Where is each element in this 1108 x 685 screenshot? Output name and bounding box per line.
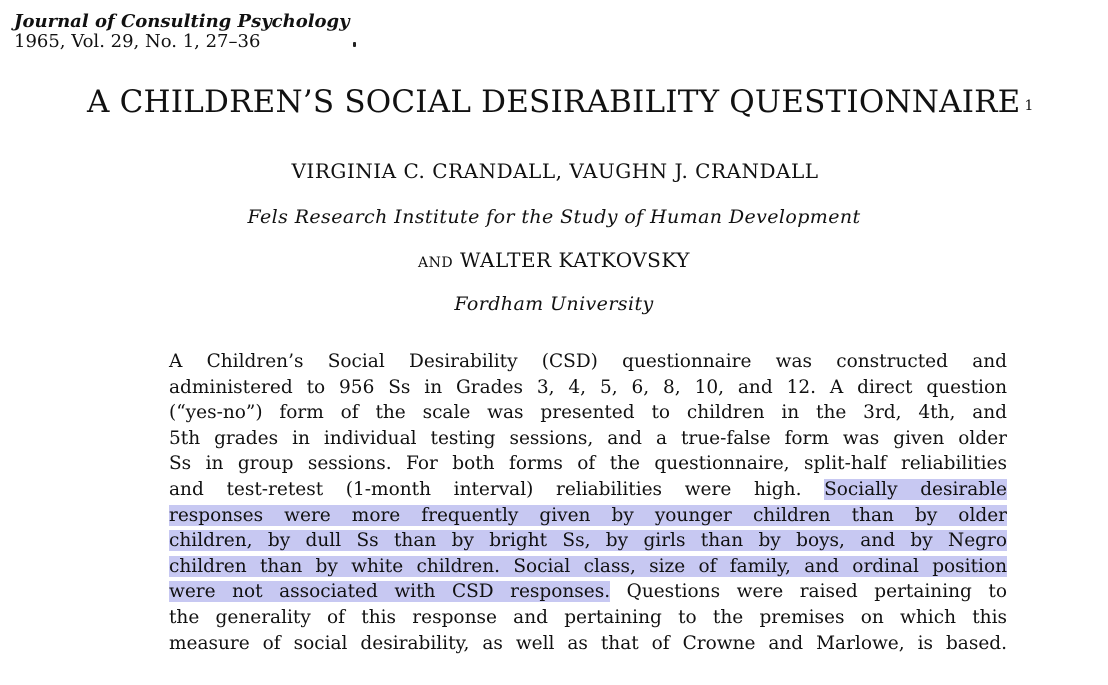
abstract-line: [169, 477, 1007, 503]
abstract-line: [169, 349, 1007, 375]
author-conjunction: AND: [418, 255, 454, 271]
abstract-text: 5th grades in individual testing sessions, and a true-false form was given older: [169, 427, 1007, 449]
title-footnote-marker[interactable]: 1: [1024, 98, 1034, 114]
abstract-line: [169, 375, 1007, 401]
highlighted-text[interactable]: Socially desirable: [824, 478, 1007, 500]
abstract-line: [169, 400, 1007, 426]
highlighted-text[interactable]: responses were more frequently given by younger children than by older: [169, 504, 1007, 526]
author-line: VIRGINIA C. CRANDALL, VAUGHN J. CRANDALL: [291, 159, 819, 183]
abstract-line: [169, 631, 1007, 657]
abstract-line: [169, 579, 1007, 605]
abstract-line: [169, 528, 1007, 554]
article-title: [87, 82, 1034, 122]
highlighted-text[interactable]: were not associated with CSD responses.: [169, 581, 611, 603]
article-title-text: A CHILDREN’S SOCIAL DESIRABILITY QUESTIONNAIRE: [87, 84, 1021, 120]
abstract-text: measure of social desirability, as well as that of Crowne and Marlowe, is based.: [169, 632, 1007, 654]
abstract-text: administered to 956 Ss in Grades 3, 4, 5, 6, 8, 10, and 12. A direct question: [169, 376, 1007, 398]
abstract-line: [169, 554, 1007, 580]
highlighted-text[interactable]: children, by dull Ss than by bright Ss, by girls than by boys, and by Negro: [169, 530, 1007, 552]
highlighted-text[interactable]: children than by white children. Social class, size of family, and ordinal position: [169, 555, 1007, 577]
abstract-line: [169, 426, 1007, 452]
affiliation-fels: Fels Research Institute for the Study of Human Development: [247, 206, 861, 228]
abstract-text: A Children’s Social Desirability (CSD) questionnaire was constructed and: [169, 351, 1007, 372]
journal-citation: 1965, Vol. 29, No. 1, 27–36: [14, 31, 261, 52]
affiliation-fordham: Fordham University: [454, 293, 654, 315]
abstract-text: Ss in group sessions. For both forms of the questionnaire, split-half reliabilities: [169, 453, 1007, 475]
abstract-text: Questions were raised pertaining to: [610, 581, 1007, 603]
abstract-line: [169, 451, 1007, 477]
abstract-text: (“yes-no”) form of the scale was presented to children in the 3rd, 4th, and: [169, 402, 1007, 424]
abstract-line: [169, 503, 1007, 529]
journal-name: Journal of Consulting Psychology: [14, 11, 350, 32]
abstract-line: [169, 605, 1007, 631]
scan-speck: [353, 42, 356, 47]
abstract: [169, 349, 1007, 656]
abstract-text: the generality of this response and pertaining to the premises on which this: [169, 606, 1007, 628]
abstract-text: and test-retest (1-month interval) reliabilities were high.: [169, 478, 825, 500]
author-line-3: [0, 247, 1108, 276]
author-name-katkovsky: WALTER KATKOVSKY: [459, 248, 690, 272]
